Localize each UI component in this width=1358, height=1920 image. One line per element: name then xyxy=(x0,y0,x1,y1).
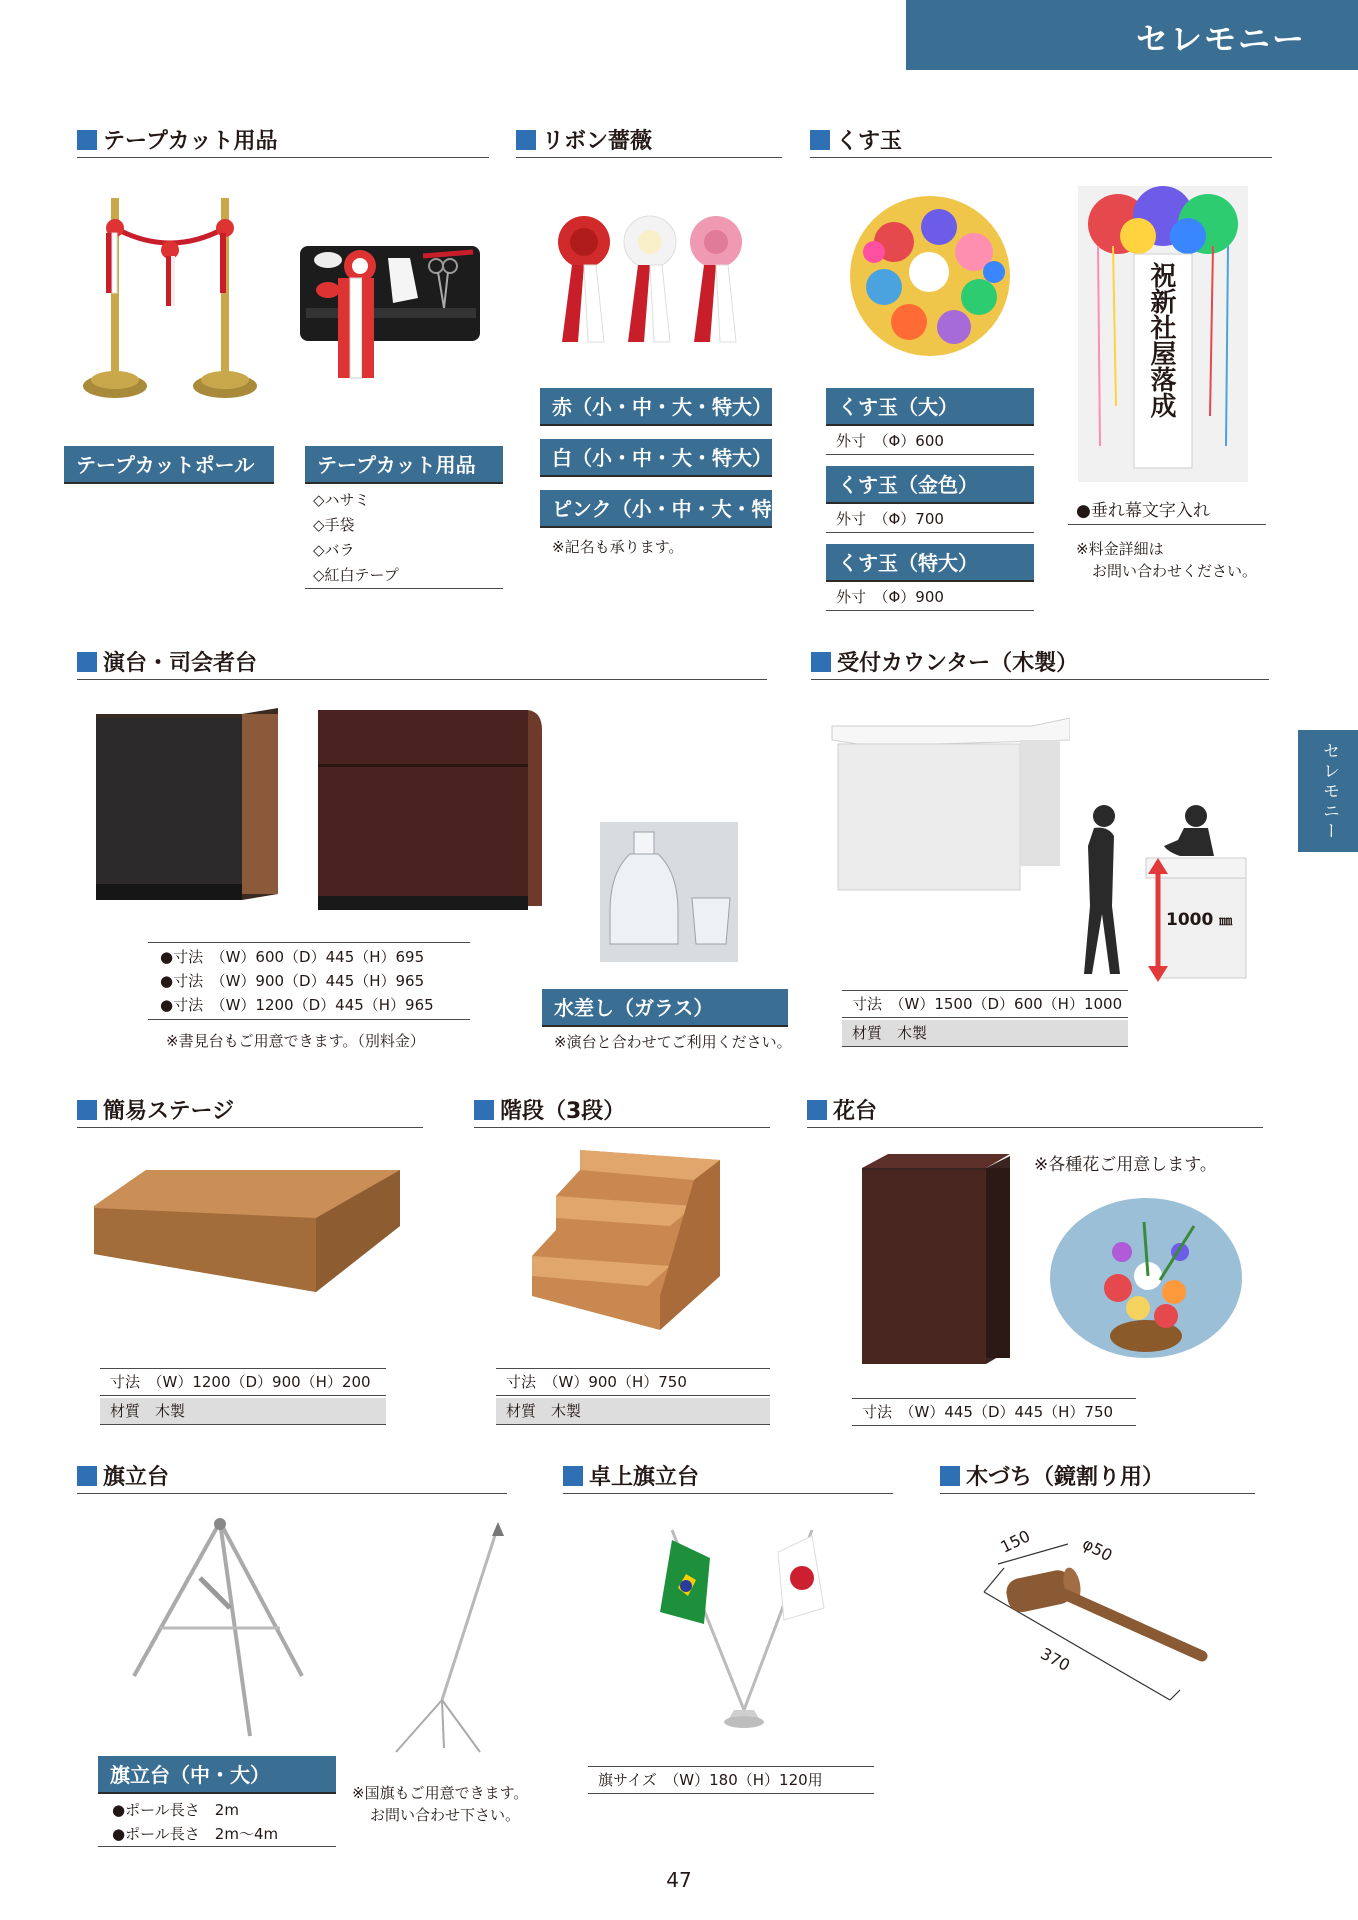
desk-flag-image xyxy=(656,1524,836,1734)
section-header-ribbon-rose xyxy=(516,124,782,158)
section-header-mallet xyxy=(940,1460,1255,1494)
section-header-kusudama xyxy=(810,124,1272,158)
list-item: ◇手袋 xyxy=(313,516,355,534)
side-index-tab-label: セレモニー xyxy=(1319,742,1339,842)
list-item: ●寸法 （W）600（D）445（H）695 xyxy=(160,948,425,966)
podium-spec-list xyxy=(148,942,470,1020)
kusudama-xl-spec: 外寸 （Φ）900 xyxy=(826,584,1034,611)
kusudama-banner-feature: ●垂れ幕文字入れ xyxy=(1068,498,1266,525)
flower-arrangement-image xyxy=(1048,1196,1248,1360)
section-header-flag-stand xyxy=(77,1460,507,1494)
section-marker-icon xyxy=(77,1466,97,1486)
reception-spec: 寸法 （W）1500（D）600（H）1000 xyxy=(842,990,1128,1018)
section-header-desk-flag xyxy=(563,1460,893,1494)
tape-cut-pole-image xyxy=(70,188,270,413)
section-title: くす玉 xyxy=(836,129,903,154)
water-pitcher-note: ※演台と合わせてご利用ください。 xyxy=(554,1033,792,1051)
ribbon-rose-image xyxy=(548,210,748,345)
stage-spec: 寸法 （W）1200（D）900（H）200 xyxy=(100,1368,386,1396)
stairs-material: 材質 木製 xyxy=(496,1398,770,1425)
section-marker-icon xyxy=(77,652,97,672)
list-item: ◇ハサミ xyxy=(313,491,370,509)
section-header-flower-stand xyxy=(807,1094,1263,1128)
ribbon-rose-red-label: 赤（小・中・大・特大） xyxy=(540,388,772,426)
list-item: ◇紅白テープ xyxy=(313,566,399,584)
flag-stand-pole-image xyxy=(392,1522,512,1758)
section-marker-icon xyxy=(516,130,536,150)
section-title: 旗立台 xyxy=(103,1465,170,1490)
section-title: 階段（3段） xyxy=(500,1099,626,1124)
section-marker-icon xyxy=(77,130,97,150)
section-marker-icon xyxy=(807,1100,827,1120)
flag-stand-note-1: ※国旗もご用意できます。 xyxy=(352,1784,529,1802)
flag-stand-label: 旗立台（中・大） xyxy=(98,1756,336,1794)
list-item: ●ポール長さ 2m〜4m xyxy=(112,1825,279,1843)
flag-stand-spec-list xyxy=(98,1798,336,1847)
list-item: ●寸法 （W）900（D）445（H）965 xyxy=(160,972,425,990)
section-header-stairs xyxy=(474,1094,770,1128)
reception-height-annotation xyxy=(1166,910,1232,930)
stairs-spec: 寸法 （W）900（H）750 xyxy=(496,1368,770,1396)
kusudama-gold-label: くす玉（金色） xyxy=(826,466,1034,504)
section-marker-icon xyxy=(811,652,831,672)
section-title: 受付カウンター（木製） xyxy=(837,651,1079,676)
section-title: 卓上旗立台 xyxy=(589,1465,700,1490)
section-title: 簡易ステージ xyxy=(103,1099,235,1124)
section-title: 木づち（鏡割り用） xyxy=(966,1465,1165,1490)
page-number: 47 xyxy=(666,1868,692,1892)
desk-flag-spec: 旗サイズ （W）180（H）120用 xyxy=(588,1766,874,1794)
kusudama-xl-label: くす玉（特大） xyxy=(826,544,1034,582)
water-pitcher-image xyxy=(600,822,738,962)
podium-large-image xyxy=(314,706,546,916)
simple-stage-image xyxy=(90,1166,406,1296)
section-marker-icon xyxy=(940,1466,960,1486)
ribbon-rose-white-label: 白（小・中・大・特大） xyxy=(540,439,772,477)
podium-small-image xyxy=(92,704,282,904)
list-item: ●寸法 （W）1200（D）445（H）965 xyxy=(160,996,434,1014)
mallet-dim-diameter: φ50 xyxy=(1079,1533,1116,1566)
reception-height-value: 1000 xyxy=(1166,910,1214,930)
kusudama-large-spec: 外寸 （Φ）600 xyxy=(826,428,1034,455)
ribbon-rose-note: ※記名も承ります。 xyxy=(552,538,684,556)
ribbon-rose-pink-label: ピンク（小・中・大・特大） xyxy=(540,490,772,528)
podium-note: ※書見台もご用意できます。（別料金） xyxy=(166,1032,425,1050)
section-title: 花台 xyxy=(833,1099,878,1124)
section-marker-icon xyxy=(810,130,830,150)
mallet-dim-head: 150 xyxy=(997,1526,1034,1557)
page-category-title: セレモニー xyxy=(1135,20,1306,58)
flag-stand-tripod-image xyxy=(130,1518,306,1740)
mallet-dim-length: 370 xyxy=(1037,1643,1074,1676)
kusudama-large-label: くす玉（大） xyxy=(826,388,1034,426)
flower-stand-note: ※各種花ご用意します。 xyxy=(1034,1155,1217,1175)
kusudama-banner-note-2: お問い合わせください。 xyxy=(1092,562,1258,580)
tape-cut-goods-list xyxy=(305,488,503,589)
reception-height-unit: ㎜ xyxy=(1219,914,1233,929)
water-pitcher-label: 水差し（ガラス） xyxy=(542,989,788,1027)
kusudama-banner-text: 祝新社屋落成 xyxy=(1146,262,1176,418)
section-marker-icon xyxy=(474,1100,494,1120)
list-item: ◇バラ xyxy=(313,541,355,559)
flower-stand-spec: 寸法 （W）445（D）445（H）750 xyxy=(852,1398,1136,1426)
kusudama-banner-note-1: ※料金詳細は xyxy=(1076,540,1164,558)
section-header-reception xyxy=(811,646,1269,680)
section-marker-icon xyxy=(77,1100,97,1120)
flag-stand-note-2: お問い合わせ下さい。 xyxy=(370,1806,521,1824)
tape-cut-pole-label: テープカットポール xyxy=(64,446,274,484)
tape-cut-goods-label: テープカット用品 xyxy=(305,446,503,484)
section-title: 演台・司会者台 xyxy=(103,651,258,676)
stage-material: 材質 木製 xyxy=(100,1398,386,1425)
section-header-podium xyxy=(77,646,767,680)
section-header-tape-cut xyxy=(77,124,489,158)
reception-counter-image xyxy=(826,716,1070,892)
stairs-image xyxy=(530,1146,720,1332)
section-title: リボン薔薇 xyxy=(542,129,653,154)
section-marker-icon xyxy=(563,1466,583,1486)
section-title: テープカット用品 xyxy=(103,129,278,154)
tape-cut-goods-image xyxy=(298,238,484,383)
flower-stand-image xyxy=(858,1150,1014,1370)
kusudama-ball-image xyxy=(844,192,1016,360)
reception-material: 材質 木製 xyxy=(842,1020,1128,1047)
reception-silhouette-image xyxy=(1074,796,1254,982)
kusudama-gold-spec: 外寸 （Φ）700 xyxy=(826,506,1034,533)
list-item: ●ポール長さ 2m xyxy=(112,1801,239,1819)
section-header-stage xyxy=(77,1094,423,1128)
